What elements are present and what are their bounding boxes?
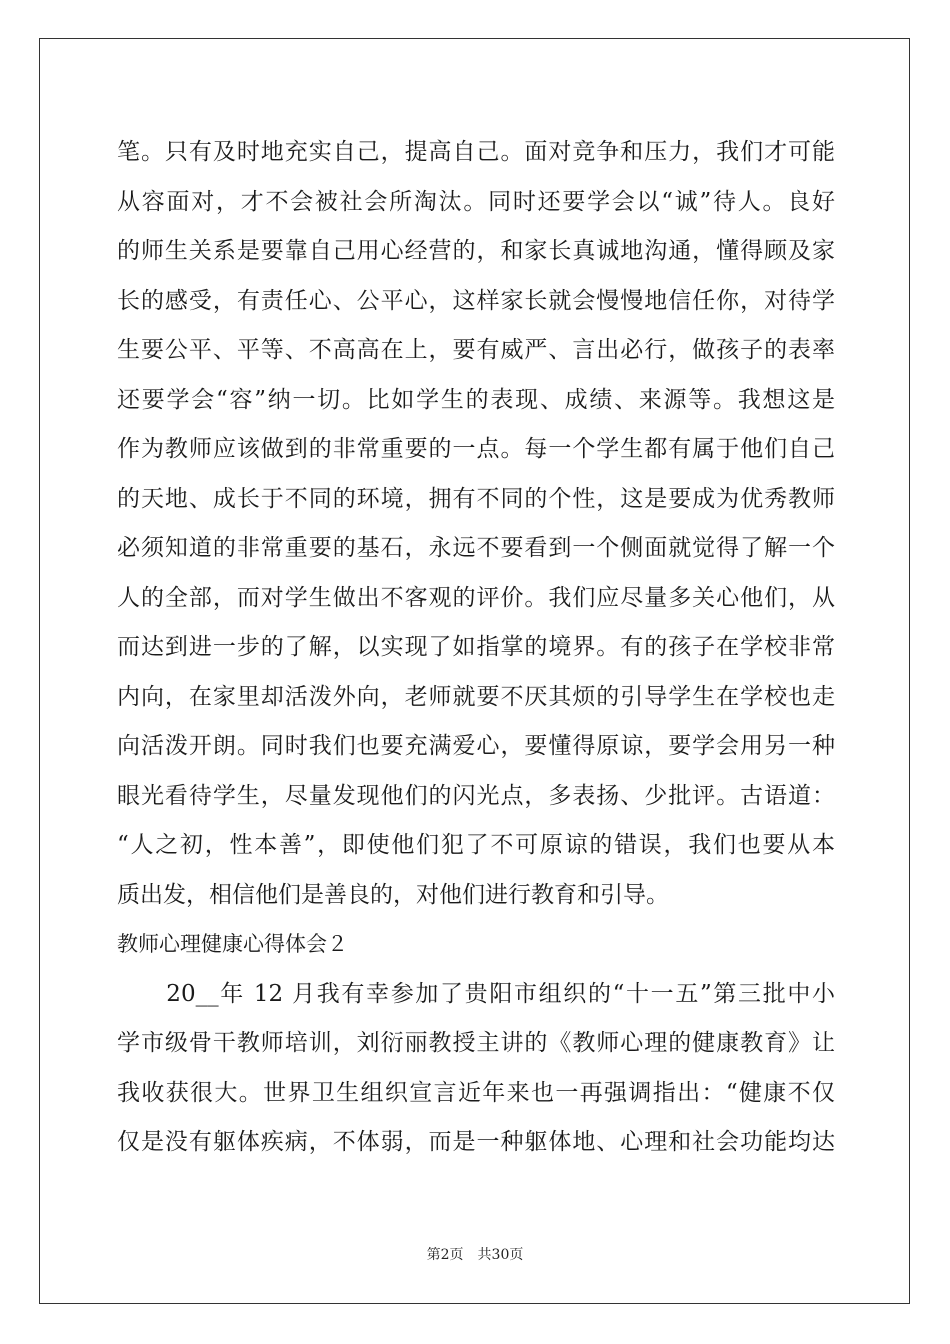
text-line: 的天地、成长于不同的环境，拥有不同的个性，这是要成为优秀教师 bbox=[117, 485, 835, 512]
text-line: 仅是没有躯体疾病，不体弱，而是一种躯体地、心理和社会功能均达 bbox=[117, 1129, 835, 1155]
page-footer bbox=[0, 1244, 950, 1264]
text-line: 眼光看待学生，尽量发现他们的闪光点，多表扬、少批评。古语道： bbox=[117, 782, 835, 809]
text-line: 必须知道的非常重要的基石，永远不要看到一个侧面就觉得了解一个 bbox=[117, 535, 835, 561]
text-line: 作为教师应该做到的非常重要的一点。每一个学生都有属于他们自己 bbox=[117, 436, 835, 462]
text-line: 生要公平、平等、不高高在上，要有威严、言出必行，做孩子的表率 bbox=[117, 337, 835, 363]
page-number: 第2页 bbox=[426, 1247, 464, 1263]
text-line: 内向，在家里却活泼外向，老师就要不厌其烦的引导学生在学校也走 bbox=[117, 683, 835, 710]
text-line: 向活泼开朗。同时我们也要充满爱心，要懂得原谅，要学会用另一种 bbox=[117, 733, 835, 759]
text-line: 人的全部，而对学生做出不客观的评价。我们应尽量多关心他们，从 bbox=[117, 584, 835, 611]
text-line: 我收获很大。世界卫生组织宣言近年来也一再强调指出：“健康不仅 bbox=[117, 1079, 835, 1106]
document-body bbox=[117, 128, 835, 1168]
text-line: 20__年 12 月我有幸参加了贵阳市组织的“十一五”第三批中小 bbox=[117, 980, 835, 1007]
text-line: 的师生关系是要靠自己用心经营的，和家长真诚地沟通，懂得顾及家 bbox=[117, 238, 835, 264]
text-line: 学市级骨干教师培训，刘衍丽教授主讲的《教师心理的健康教育》让 bbox=[117, 1030, 835, 1056]
text-line: 长的感受，有责任心、公平心，这样家长就会慢慢地信任你，对待学 bbox=[117, 287, 835, 314]
text-line: 从容面对，才不会被社会所淘汰。同时还要学会以“诚”待人。良好 bbox=[117, 188, 835, 215]
section-heading: 教师心理健康心得体会２ bbox=[117, 932, 348, 956]
text-line: 笔。只有及时地充实自己，提高自己。面对竞争和压力，我们才可能 bbox=[117, 139, 835, 165]
total-pages: 共30页 bbox=[477, 1247, 524, 1263]
text-line: “人之初，性本善”，即使他们犯了不可原谅的错误，我们也要从本 bbox=[117, 832, 835, 858]
text-line: 还要学会“容”纳一切。比如学生的表现、成绩、来源等。我想这是 bbox=[117, 386, 835, 413]
text-line: 质出发，相信他们是善良的，对他们进行教育和引导。 bbox=[117, 881, 669, 908]
text-line: 而达到进一步的了解，以实现了如指掌的境界。有的孩子在学校非常 bbox=[117, 634, 835, 660]
